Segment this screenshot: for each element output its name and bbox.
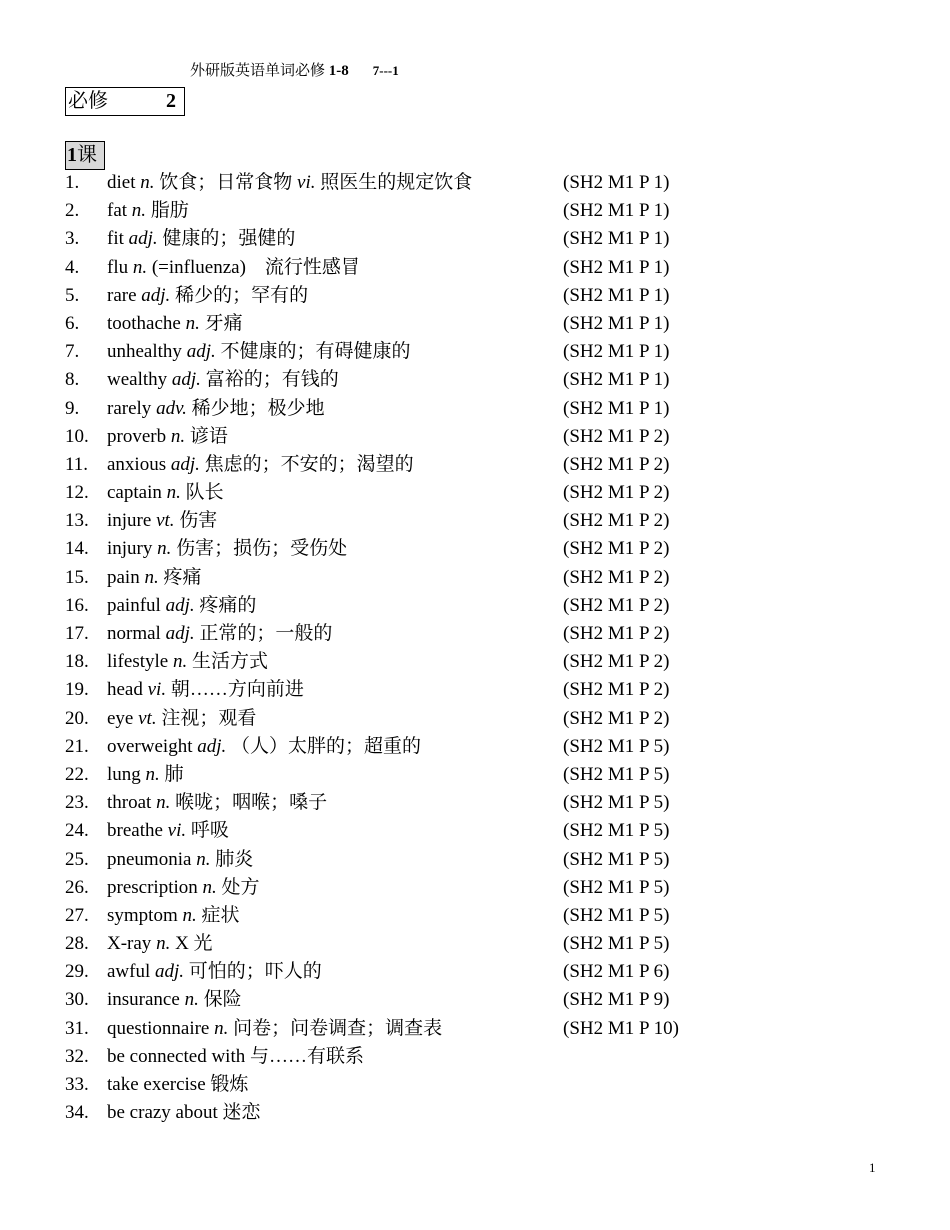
entry-number: 10.	[65, 425, 89, 447]
entry-reference: (SH2 M1 P 5)	[563, 876, 670, 898]
entry-meaning: 肺	[164, 763, 184, 785]
entry-part-of-speech: vt.	[156, 510, 175, 532]
entry-meaning: 疼痛	[163, 566, 202, 588]
entry-meaning: 焦虑的；不安的；渴望的	[204, 453, 414, 475]
entry-part-of-speech-2: vi.	[297, 172, 316, 193]
entry-meaning: 富裕的；有钱的	[205, 369, 339, 391]
vocab-entry	[65, 1015, 765, 1043]
entry-number: 27.	[65, 904, 89, 926]
entry-text	[107, 592, 256, 620]
entry-part-of-speech: n.	[132, 256, 148, 278]
entry-word: unhealthy	[107, 341, 182, 363]
entry-number: 1.	[65, 172, 80, 193]
entry-word: painful	[107, 594, 161, 616]
entry-number: 29.	[65, 961, 89, 983]
entry-text	[107, 620, 332, 648]
entry-meaning: 伤害	[179, 510, 218, 532]
entry-reference: (SH2 M1 P 5)	[563, 792, 670, 814]
entry-meaning: 与……有联系	[249, 1045, 364, 1067]
entry-meaning: 饮食；日常食物	[159, 172, 293, 193]
vocab-entry	[65, 423, 765, 451]
entry-word: insurance	[107, 989, 180, 1011]
entry-text	[107, 282, 308, 310]
entry-text	[107, 564, 201, 592]
vocab-entry	[65, 846, 765, 874]
entry-reference: (SH2 M1 P 2)	[563, 453, 670, 475]
entry-word: captain	[107, 482, 162, 504]
entry-number: 33.	[65, 1074, 89, 1095]
entry-number: 30.	[65, 989, 89, 1011]
entry-number: 18.	[65, 651, 89, 673]
entry-number: 34.	[65, 1102, 89, 1124]
entry-meaning: (=influenza) 流行性感冒	[151, 256, 360, 278]
section-number: 2	[166, 90, 176, 112]
entry-meaning: 伤害；损伤；受伤处	[176, 538, 348, 560]
vocab-entry	[65, 930, 765, 958]
vocabulary-list	[65, 169, 765, 1127]
entry-part-of-speech: adj.	[155, 961, 185, 983]
entry-word: injure	[107, 510, 152, 532]
entry-reference: (SH2 M1 P 10)	[563, 1017, 679, 1039]
entry-meaning: 肺炎	[215, 848, 254, 870]
entry-text	[107, 817, 229, 845]
vocab-entry	[65, 451, 765, 479]
vocab-entry	[65, 874, 765, 902]
entry-part-of-speech: adj.	[170, 453, 200, 475]
entry-word: proverb	[107, 425, 167, 447]
entry-word: prescription	[107, 876, 198, 898]
entry-reference: (SH2 M1 P 9)	[563, 989, 670, 1011]
entry-reference: (SH2 M1 P 5)	[563, 735, 670, 757]
entry-word: injury	[107, 538, 153, 560]
header-code: 7---1	[372, 63, 399, 78]
entry-word: flu	[107, 256, 129, 278]
entry-word: throat	[107, 792, 152, 814]
entry-word: head	[107, 679, 143, 701]
entry-text	[107, 676, 304, 704]
entry-number: 5.	[65, 284, 80, 306]
entry-word: fat	[107, 200, 128, 222]
entry-reference: (SH2 M1 P 1)	[563, 200, 670, 222]
entry-reference: (SH2 M1 P 1)	[563, 397, 670, 419]
entry-reference: (SH2 M1 P 1)	[563, 312, 670, 334]
entry-part-of-speech: adv.	[156, 397, 187, 419]
entry-part-of-speech: n.	[157, 538, 172, 560]
entry-reference: (SH2 M1 P 1)	[563, 369, 670, 391]
entry-text	[107, 705, 256, 733]
entry-reference: (SH2 M1 P 2)	[563, 538, 670, 560]
vocab-entry	[65, 761, 765, 789]
entry-number: 19.	[65, 679, 89, 701]
entry-number: 24.	[65, 820, 89, 842]
entry-meaning: 健康的；强健的	[162, 228, 296, 250]
entry-word: overweight	[107, 735, 193, 757]
entry-meaning: 脂肪	[150, 200, 189, 222]
entry-text	[107, 846, 253, 874]
entry-number: 7.	[65, 341, 80, 363]
entry-text	[107, 169, 472, 197]
lesson-heading	[65, 141, 105, 170]
entry-reference: (SH2 M1 P 2)	[563, 707, 670, 729]
entry-part-of-speech: adj.	[141, 284, 171, 306]
entry-meaning: 谚语	[189, 425, 228, 447]
entry-number: 20.	[65, 707, 89, 729]
entry-number: 17.	[65, 623, 89, 644]
entry-meaning: 保险	[203, 989, 242, 1011]
page-number: 1	[869, 1160, 876, 1175]
entry-meaning: 喉咙；咽喉；嗓子	[175, 792, 328, 814]
entry-meaning-2: 照医生的规定饮食	[320, 172, 473, 193]
entry-number: 32.	[65, 1045, 89, 1067]
vocab-entry	[65, 169, 765, 197]
entry-text	[107, 986, 242, 1014]
entry-part-of-speech: n.	[182, 904, 197, 926]
entry-text	[107, 648, 268, 676]
entry-meaning: 朝……方向前进	[170, 679, 304, 701]
entry-word: take exercise	[107, 1074, 206, 1095]
vocab-entry	[65, 958, 765, 986]
entry-word: X-ray	[107, 933, 152, 955]
entry-meaning: 迷恋	[222, 1102, 261, 1124]
vocab-entry	[65, 479, 765, 507]
entry-meaning: X 光	[175, 933, 213, 955]
entry-text	[107, 395, 325, 423]
entry-reference: (SH2 M1 P 2)	[563, 510, 670, 532]
entry-text	[107, 1043, 364, 1071]
entry-reference: (SH2 M1 P 1)	[563, 172, 670, 193]
entry-part-of-speech: n.	[202, 876, 217, 898]
entry-part-of-speech: n.	[144, 566, 159, 588]
entry-meaning: 牙痛	[204, 312, 243, 334]
vocab-entry	[65, 507, 765, 535]
entry-meaning: 注视；观看	[161, 707, 257, 729]
lesson-label: 课	[77, 144, 97, 166]
vocab-entry	[65, 1099, 765, 1127]
vocab-entry	[65, 705, 765, 733]
entry-reference: (SH2 M1 P 1)	[563, 256, 670, 278]
entry-part-of-speech: vt.	[138, 707, 157, 729]
entry-word: be crazy about	[107, 1102, 218, 1124]
entry-part-of-speech: vi.	[147, 679, 167, 701]
entry-number: 26.	[65, 876, 89, 898]
entry-number: 14.	[65, 538, 89, 560]
entry-word: be connected with	[107, 1045, 246, 1067]
entry-meaning: 正常的；一般的	[199, 623, 333, 644]
entry-reference: (SH2 M1 P 5)	[563, 763, 670, 785]
entry-part-of-speech: n.	[166, 482, 181, 504]
lesson-number: 1	[67, 144, 77, 166]
entry-text	[107, 789, 327, 817]
entry-number: 15.	[65, 566, 89, 588]
entry-text	[107, 423, 228, 451]
entry-number: 13.	[65, 510, 89, 532]
entry-reference: (SH2 M1 P 2)	[563, 679, 670, 701]
entry-part-of-speech: n.	[214, 1017, 229, 1039]
entry-number: 2.	[65, 200, 80, 222]
entry-part-of-speech: n.	[185, 312, 200, 334]
vocab-entry	[65, 395, 765, 423]
entry-text	[107, 338, 410, 366]
entry-word: diet	[107, 172, 136, 193]
entry-meaning: 疼痛的	[199, 594, 257, 616]
entry-reference: (SH2 M1 P 2)	[563, 566, 670, 588]
entry-word: wealthy	[107, 369, 168, 391]
section-label: 必修	[68, 90, 108, 112]
entry-number: 9.	[65, 397, 80, 419]
entry-word: pain	[107, 566, 140, 588]
entry-text	[107, 930, 213, 958]
entry-number: 16.	[65, 594, 89, 616]
entry-part-of-speech: adj.	[165, 594, 195, 616]
vocab-entry	[65, 902, 765, 930]
entry-meaning: 症状	[201, 904, 240, 926]
header-title-prefix: 外研版英语单词必修	[190, 63, 329, 79]
vocab-entry	[65, 676, 765, 704]
entry-word: breathe	[107, 820, 163, 842]
vocab-entry	[65, 310, 765, 338]
entry-part-of-speech: n.	[156, 933, 171, 955]
vocab-entry	[65, 254, 765, 282]
entry-word: pneumonia	[107, 848, 192, 870]
vocab-entry	[65, 197, 765, 225]
entry-reference: (SH2 M1 P 2)	[563, 651, 670, 673]
entry-number: 22.	[65, 763, 89, 785]
entry-number: 12.	[65, 482, 89, 504]
entry-word: fit	[107, 228, 124, 250]
entry-number: 31.	[65, 1017, 89, 1039]
entry-word: awful	[107, 961, 151, 983]
vocab-entry	[65, 338, 765, 366]
entry-meaning: 生活方式	[191, 651, 268, 673]
entry-text	[107, 874, 260, 902]
entry-word: questionnaire	[107, 1017, 210, 1039]
entry-meaning: （人）太胖的；超重的	[231, 735, 422, 757]
entry-word: eye	[107, 707, 134, 729]
entry-meaning: 处方	[221, 876, 260, 898]
entry-word: rarely	[107, 397, 152, 419]
entry-meaning: 队长	[185, 482, 224, 504]
entry-reference: (SH2 M1 P 2)	[563, 425, 670, 447]
entry-number: 6.	[65, 312, 80, 334]
entry-word: normal	[107, 623, 161, 644]
entry-text	[107, 254, 360, 282]
vocab-entry	[65, 986, 765, 1014]
entry-word: lung	[107, 763, 141, 785]
entry-number: 11.	[65, 453, 89, 475]
vocab-entry	[65, 648, 765, 676]
entry-text	[107, 310, 243, 338]
entry-word: rare	[107, 284, 137, 306]
document-header	[190, 59, 399, 80]
entry-part-of-speech: adj.	[171, 369, 201, 391]
entry-text	[107, 479, 224, 507]
vocab-entry	[65, 789, 765, 817]
entry-meaning: 锻炼	[210, 1074, 249, 1095]
entry-text	[107, 902, 240, 930]
entry-part-of-speech: vi.	[167, 820, 187, 842]
entry-part-of-speech: adj.	[186, 341, 216, 363]
vocab-entry	[65, 592, 765, 620]
entry-text	[107, 507, 217, 535]
entry-reference: (SH2 M1 P 2)	[563, 594, 670, 616]
entry-part-of-speech: adj.	[165, 623, 195, 644]
vocab-entry	[65, 1043, 765, 1071]
vocab-entry	[65, 817, 765, 845]
entry-reference: (SH2 M1 P 5)	[563, 848, 670, 870]
entry-text	[107, 366, 339, 394]
entry-reference: (SH2 M1 P 5)	[563, 904, 670, 926]
entry-part-of-speech: n.	[140, 172, 155, 193]
entry-text	[107, 958, 322, 986]
entry-word: anxious	[107, 453, 167, 475]
entry-text	[107, 197, 189, 225]
entry-number: 21.	[65, 735, 89, 757]
entry-part-of-speech: n.	[170, 425, 186, 447]
header-title-range: 1-8	[328, 63, 349, 79]
entry-text	[107, 451, 414, 479]
entry-meaning: 呼吸	[190, 820, 229, 842]
entry-reference: (SH2 M1 P 1)	[563, 341, 670, 363]
entry-meaning: 不健康的；有碍健康的	[220, 341, 411, 363]
entry-reference: (SH2 M1 P 5)	[563, 820, 670, 842]
entry-part-of-speech: n.	[131, 200, 147, 222]
entry-reference: (SH2 M1 P 5)	[563, 933, 670, 955]
vocab-entry	[65, 620, 765, 648]
entry-word: lifestyle	[107, 651, 169, 673]
entry-part-of-speech: n.	[184, 989, 199, 1011]
entry-part-of-speech: n.	[156, 792, 171, 814]
entry-text	[107, 1015, 442, 1043]
entry-text	[107, 761, 184, 789]
entry-text	[107, 1099, 261, 1127]
entry-reference: (SH2 M1 P 2)	[563, 623, 670, 644]
vocab-entry	[65, 282, 765, 310]
entry-word: toothache	[107, 312, 181, 334]
vocab-entry	[65, 564, 765, 592]
entry-part-of-speech: adj.	[128, 228, 158, 250]
entry-text	[107, 733, 421, 761]
entry-meaning: 稀少的；罕有的	[175, 284, 309, 306]
entry-meaning: 问卷；问卷调查；调查表	[233, 1017, 443, 1039]
entry-part-of-speech: n.	[172, 651, 188, 673]
entry-word: symptom	[107, 904, 178, 926]
entry-text	[107, 535, 347, 563]
entry-part-of-speech: n.	[145, 763, 160, 785]
entry-number: 28.	[65, 933, 89, 955]
section-box	[65, 87, 185, 116]
entry-reference: (SH2 M1 P 2)	[563, 482, 670, 504]
entry-text	[107, 225, 295, 253]
entry-text	[107, 1071, 248, 1099]
entry-number: 4.	[65, 256, 80, 278]
entry-number: 23.	[65, 792, 89, 814]
entry-number: 25.	[65, 848, 89, 870]
entry-reference: (SH2 M1 P 6)	[563, 961, 670, 983]
vocab-entry	[65, 535, 765, 563]
entry-reference: (SH2 M1 P 1)	[563, 284, 670, 306]
entry-meaning: 稀少地；极少地	[191, 397, 325, 419]
entry-part-of-speech: n.	[196, 848, 211, 870]
vocab-entry	[65, 1071, 765, 1099]
vocab-entry	[65, 366, 765, 394]
entry-part-of-speech: adj.	[197, 735, 227, 757]
entry-reference: (SH2 M1 P 1)	[563, 228, 670, 250]
entry-number: 8.	[65, 369, 80, 391]
entry-meaning: 可怕的；吓人的	[188, 961, 322, 983]
entry-number: 3.	[65, 228, 80, 250]
vocab-entry	[65, 733, 765, 761]
vocab-entry	[65, 225, 765, 253]
